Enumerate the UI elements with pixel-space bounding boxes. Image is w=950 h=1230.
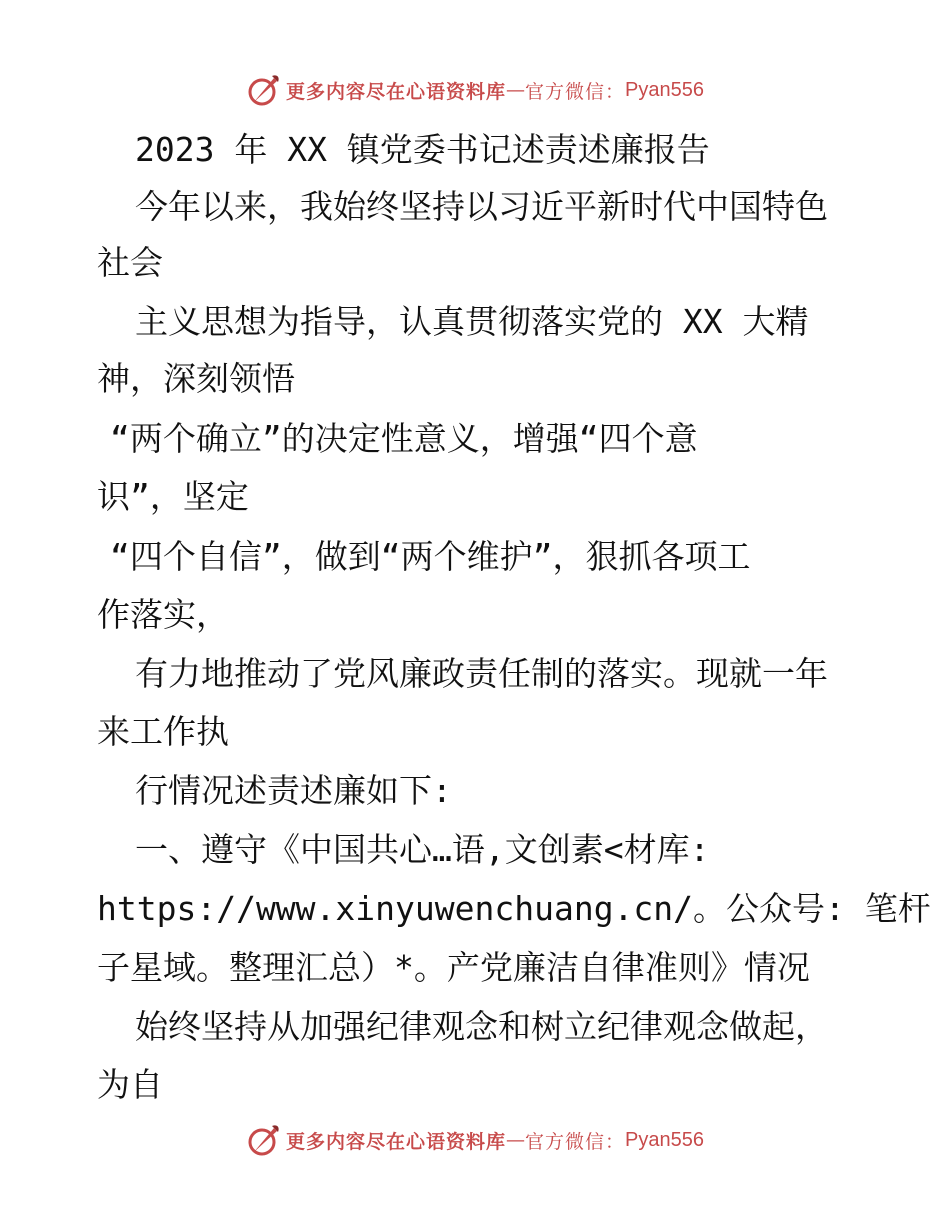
paragraph-line: 识”，坚定	[97, 477, 249, 516]
banner-slogan: 更多内容尽在心语资料库	[286, 80, 507, 103]
paragraph-line: 社会	[97, 243, 163, 282]
paragraph-line: 为自	[97, 1065, 163, 1104]
quill-logo-icon	[246, 72, 282, 108]
paragraph-line: 始终坚持从加强纪律观念和树立纪律观念做起，	[135, 1007, 828, 1046]
paragraph-line: 来工作执	[97, 712, 229, 751]
section-heading: 一、遵守《中国共心…语,文创素<材库:	[135, 830, 710, 869]
paragraph-line: 有力地推动了党风廉政责任制的落实。现就一年	[135, 654, 828, 693]
banner-separator: —	[506, 1129, 526, 1151]
paragraph-line: 子星域。整理汇总）*。产党廉洁自律准则》情况	[97, 948, 810, 987]
document-title: 2023 年 XX 镇党委书记述责述廉报告	[135, 130, 710, 169]
paragraph-line: 行情况述责述廉如下:	[135, 771, 452, 810]
paragraph-line: “四个自信”，做到“两个维护”，狠抓各项工	[110, 537, 751, 576]
banner-separator: —	[506, 79, 526, 101]
paragraph-line: 作落实，	[97, 595, 229, 634]
quill-logo-icon	[246, 1122, 282, 1158]
paragraph-line: 神，深刻领悟	[97, 359, 295, 398]
banner-wechat-label: 官方微信：	[525, 80, 626, 103]
paragraph-line: 今年以来，我始终坚持以习近平新时代中国特色	[135, 187, 828, 226]
banner-wechat-label: 官方微信：	[525, 1130, 626, 1153]
paragraph-line: “两个确立”的决定性意义，增强“四个意	[110, 419, 698, 458]
banner-slogan: 更多内容尽在心语资料库	[286, 1130, 507, 1153]
banner-wechat-id: Pyan556	[625, 78, 704, 101]
footer-banner	[0, 1120, 950, 1160]
header-banner	[0, 70, 950, 110]
paragraph-line: 主义思想为指导，认真贯彻落实党的 XX 大精	[135, 302, 809, 341]
banner-wechat-id: Pyan556	[625, 1128, 704, 1151]
paragraph-line: https://www.xinyuwenchuang.cn/。公众号: 笔杆	[97, 889, 931, 928]
